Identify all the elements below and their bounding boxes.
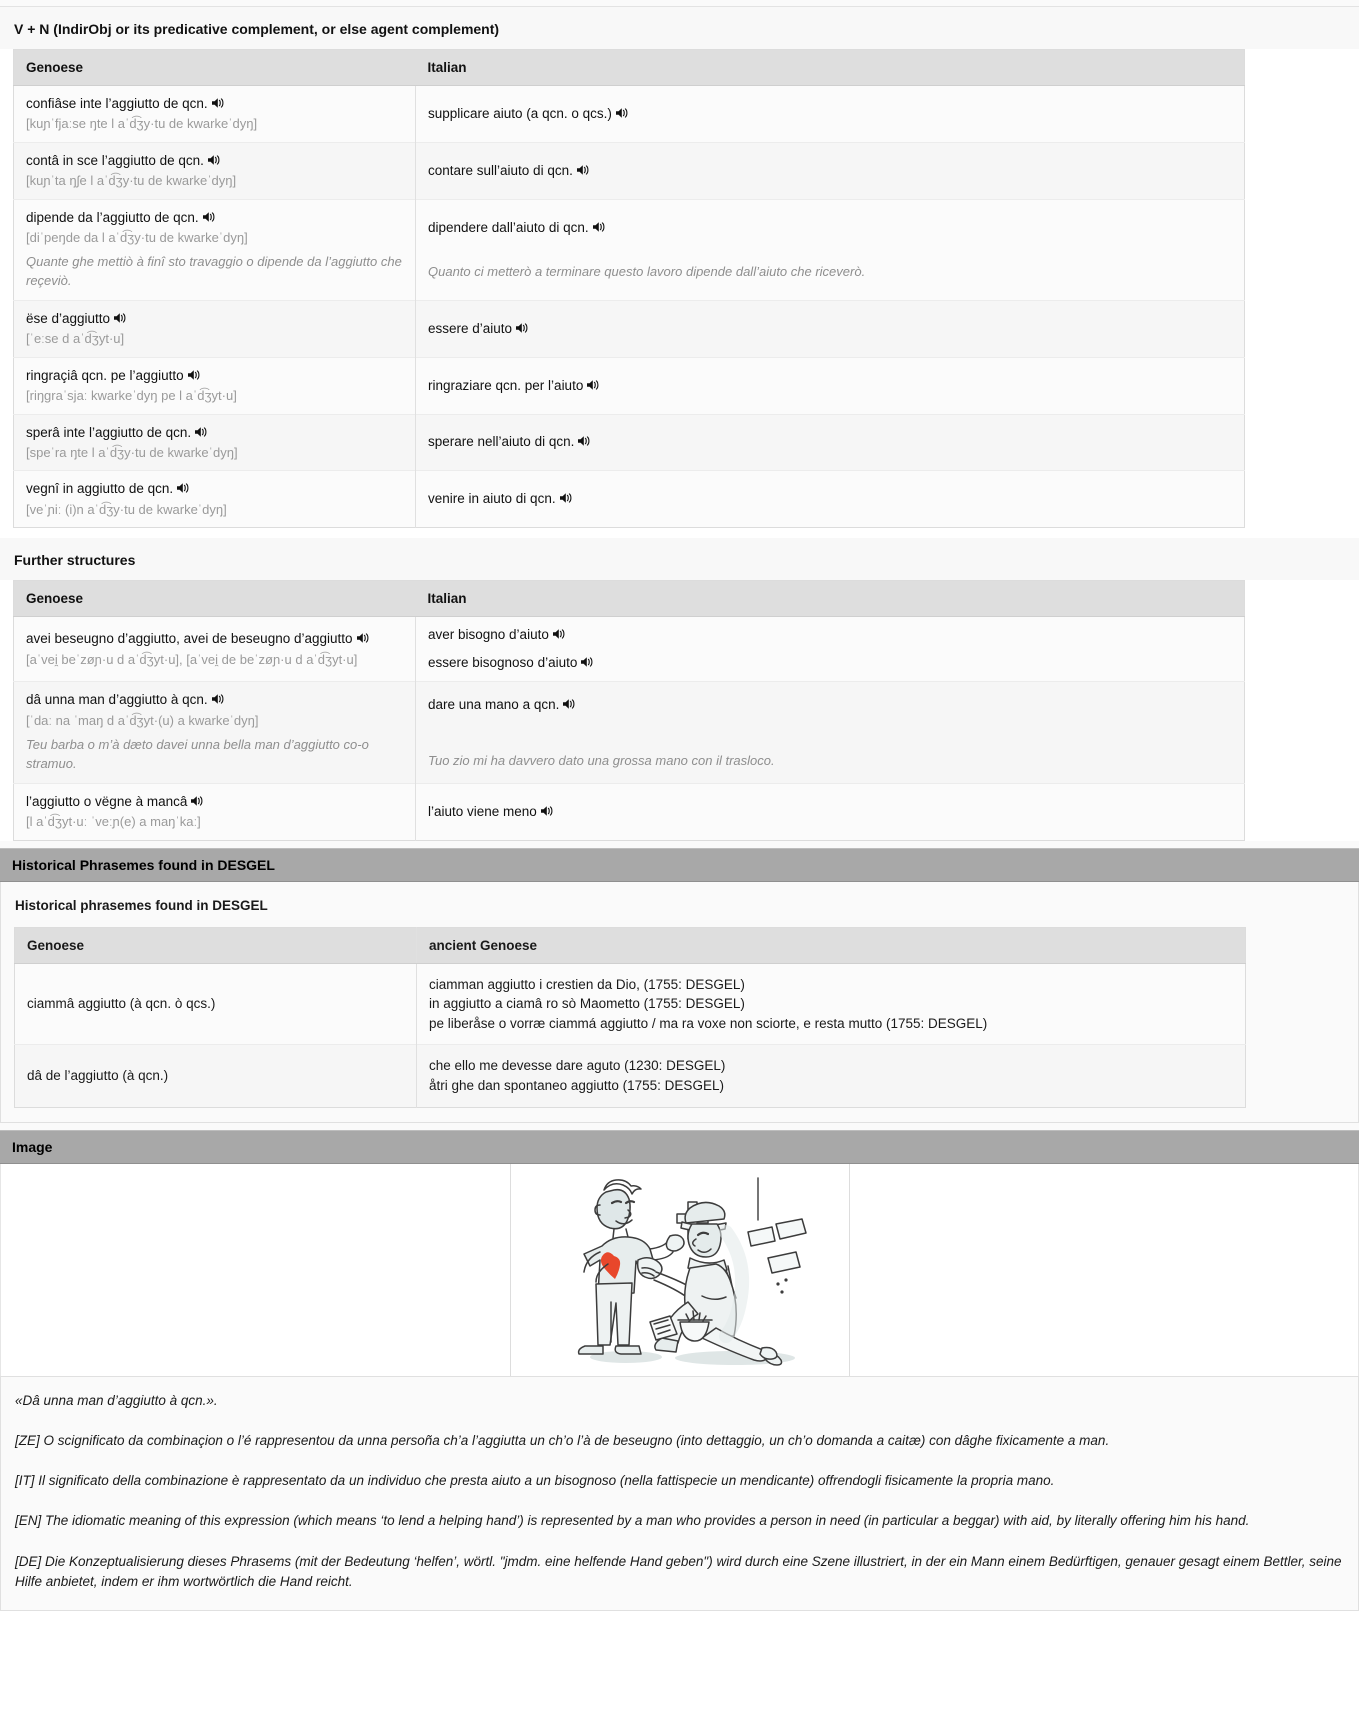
spacer-before-image [0,1123,1359,1130]
genoese-headword [26,424,403,442]
genoese-ipa: [ˈdaː na ˈmaŋ d aˈd͡ʒyt·(u) a kwarkeˈdyŋ] [26,712,259,728]
italian-translation-text: l’aiuto viene meno [428,803,537,819]
italian-translation-text: supplicare aiuto (a qcn. o qcs.) [428,105,612,121]
italian-translation [428,320,1232,338]
ancient-genoese-line: in aggiutto a ciamâ ro sò Maometto (1755: DESGEL) [429,996,745,1012]
genoese-ipa: [kuɲˈta ŋʃe l aˈd͡ʒy·tu de kwarkeˈdyŋ] [26,172,237,188]
genoese-headword-text: ringraçiâ qcn. pe l’aggiutto [26,367,184,383]
description-headline: «Dâ unna man d’aggiutto à qcn.». [15,1392,218,1408]
column-header-genoese-historical: Genoese [15,927,417,963]
italian-translation [428,162,1232,180]
cell-italian [416,86,1245,143]
speaker-icon[interactable] [552,628,567,640]
column-header-italian-further: Italian [416,581,1245,617]
cell-italian [416,682,1245,783]
italian-translation [428,626,1232,644]
genoese-example: Quante ghe mettiò à finî sto travaggio o dipende da l’aggiutto che reçeviò. [26,254,402,289]
cell-genoese [14,86,416,143]
italian-translation-text: sperare nell’aiuto di qcn. [428,434,575,450]
column-header-genoese-further: Genoese [14,581,416,617]
cell-genoese [14,783,416,840]
italian-translation-text: dare una mano a qcn. [428,696,560,712]
column-header-italian: Italian [416,50,1245,86]
genoese-headword-text: contâ in sce l’aggiutto de qcn. [26,152,204,168]
genoese-headword [26,367,403,385]
section-title-further: Further structures [0,538,1359,580]
cell-italian [416,357,1245,414]
speaker-icon[interactable] [580,656,595,668]
speaker-icon[interactable] [113,312,128,324]
section-title-vn: V + N (IndirObj or its predicative complement, or else agent complement) [0,7,1359,49]
genoese-headword-text: dipende da l’aggiutto de qcn. [26,209,199,225]
genoese-headword [26,691,403,709]
historical-subtitle: Historical phrasemes found in DESGEL [15,897,268,913]
table-row [14,414,1245,471]
description-paragraph: [DE] Die Konzeptualisierung dieses Phrasems (mit der Bedeutung ‘helfen’, wörtl. "jmdm. eine helfende Hand geben") wird durch eine Szene illustriert, in der ein Mann einem Bedürftigen, genauer gesagt einem Bettler, seine Hilfe anbietet, indem er ihm wortwörtlich die Hand reicht. [15,1553,1342,1589]
cell-genoese [14,617,416,682]
speaker-icon[interactable] [190,795,205,807]
italian-translation-text: dipendere dall’aiuto di qcn. [428,219,589,235]
spacer [428,724,1232,752]
speaker-icon[interactable] [577,435,592,447]
genoese-ipa: [aˈvei̯ beˈzøɲ·u d aˈd͡ʒyt·u], [aˈvei̯ de beˈzøɲ·u d aˈd͡ʒyt·u] [26,651,358,667]
speaker-icon[interactable] [176,482,191,494]
cell-italian [416,199,1245,300]
genoese-headword [26,95,403,113]
genoese-headword-text: l’aggiutto o vëgne à mancâ [26,793,188,809]
italian-translation [428,490,1232,508]
table-row [15,1045,1246,1107]
table-historical-header-row [15,927,1246,963]
table-row [14,199,1245,300]
speaker-icon[interactable] [187,369,202,381]
table-further-header-row [14,581,1245,617]
italian-translation [428,654,1232,672]
table-further [13,580,1245,841]
genoese-ipa: [ˈeːse d aˈd͡ʒyt·u] [26,331,125,347]
italian-translation [428,803,1232,821]
table-row [14,86,1245,143]
ancient-genoese-line: che ello me devesse dare aguto (1230: DESGEL) [429,1058,726,1074]
genoese-headword [26,310,403,328]
description-paragraph: [EN] The idiomatic meaning of this expression (which means ‘to lend a helping hand’) is represented by a man who provides a person in need (in particular a beggar) with aid, by literally offering him his hand. [15,1513,1250,1529]
table-row [14,300,1245,357]
speaker-icon[interactable] [211,693,226,705]
spacer-before-historical [0,841,1359,848]
cell-genoese [14,471,416,528]
cell-genoese [14,300,416,357]
cell-italian [416,414,1245,471]
speaker-icon[interactable] [559,492,574,504]
genoese-ipa: [riŋgraˈsjaː kwarkeˈdyŋ pe l aˈd͡ʒyt·u] [26,387,237,403]
cell-genoese [14,142,416,199]
table-row [14,471,1245,528]
speaker-icon[interactable] [586,379,601,391]
speaker-icon[interactable] [592,221,607,233]
speaker-icon[interactable] [562,698,577,710]
helping-hand-illustration [530,1172,830,1370]
italian-translation-text: contare sull’aiuto di qcn. [428,162,573,178]
genoese-example: Teu barba o m’à dæto davei unna bella man d’aggiutto co-o stramuo. [26,737,369,772]
speaker-icon[interactable] [194,426,209,438]
genoese-headword-text: confiâse inte l’aggiutto de qcn. [26,96,208,111]
genoese-ipa: [l aˈd͡ʒyt·uː ˈveːɲ(e) a maŋˈkaː] [26,814,201,830]
cell-italian [416,617,1245,682]
italian-translation [428,433,1232,451]
cell-genoese [14,357,416,414]
genoese-headword-text: avei beseugno d’aggiutto, avei de beseugno d’aggiutto [26,631,353,647]
historical-block [0,882,1359,1123]
table-row [14,617,1245,682]
table-row [14,783,1245,840]
ancient-genoese-line: åtri ghe dan spontaneo aggiutto (1755: DESGEL) [429,1077,724,1093]
speaker-icon[interactable] [202,211,217,223]
image-area [0,1164,1359,1376]
genoese-headword-text: vegnî in aggiutto de qcn. [26,481,174,497]
italian-translation-text: venire in aiuto di qcn. [428,491,556,507]
italian-translation [428,219,1232,237]
cell-genoese-historical: dâ de l’aggiutto (à qcn.) [15,1045,417,1107]
ancient-genoese-line: pe liberåse o vorræ ciammá aggiutto / ma ra voxe non sciorte, e resta mutto (1755: DESGEL) [429,1015,988,1031]
speaker-icon[interactable] [576,164,591,176]
genoese-headword [26,793,403,811]
cell-ancient-genoese [417,963,1246,1045]
table-row [14,682,1245,783]
italian-translation [428,696,1232,714]
italian-translation-text: ringraziare qcn. per l’aiuto [428,377,584,393]
italian-translation-text: essere bisognoso d’aiuto [428,655,578,671]
italian-example: Tuo zio mi ha davvero dato una grossa mano con il trasloco. [428,753,775,769]
table-row [14,142,1245,199]
table-row [14,357,1245,414]
italian-example: Quanto ci metterò a terminare questo lavoro dipende dall’aiuto che riceverò. [428,264,866,280]
speaker-icon[interactable] [356,632,371,644]
speaker-icon[interactable] [207,154,222,166]
cell-italian [416,142,1245,199]
italian-translation-text: essere d’aiuto [428,320,513,336]
genoese-headword-text: sperâ inte l’aggiutto de qcn. [26,424,192,440]
band-historical-phrasemes: Historical Phrasemes found in DESGEL [0,848,1359,882]
column-header-ancient-genoese: ancient Genoese [417,927,1246,963]
speaker-icon[interactable] [540,805,555,817]
genoese-headword [26,209,403,227]
italian-translation-text: aver bisogno d’aiuto [428,627,549,643]
band-image: Image [0,1130,1359,1164]
spacer [428,237,1232,263]
ancient-genoese-line: ciamman aggiutto i crestien da Dio, (1755: DESGEL) [429,976,745,992]
italian-translation [428,377,1232,395]
table-row [15,963,1246,1045]
italian-translation [428,105,1232,123]
speaker-icon[interactable] [515,322,530,334]
top-sliver [0,0,1359,7]
speaker-icon[interactable] [211,97,226,109]
genoese-headword-text: ëse d’aggiutto [26,310,111,326]
cell-ancient-genoese [417,1045,1246,1107]
spacer-after-vn [0,528,1359,538]
genoese-headword-text: dâ unna man d’aggiutto à qcn. [26,692,208,708]
column-header-genoese: Genoese [14,50,416,86]
cell-italian [416,300,1245,357]
genoese-ipa: [diˈpeŋde da l aˈd͡ʒy·tu de kwarkeˈdyŋ] [26,229,248,245]
cell-genoese [14,682,416,783]
genoese-headword [26,630,403,648]
description-paragraph: [IT] Il significato della combinazione è rappresentato da un individuo che presta aiuto a un bisognoso (nella fattispecie un mendicante) offrendogli fisicamente la propria mano. [15,1473,1055,1489]
genoese-ipa: [speˈra ŋte l aˈd͡ʒy·tu de kwarkeˈdyŋ] [26,444,238,460]
cell-genoese [14,414,416,471]
image-frame [510,1164,850,1376]
description-paragraph: [ZE] O scignificato da combinaçion o l’é rappresentou da unna persoña ch’a l’aggiutta un ch’o l’à de beseugno (into dettaggio, un ch’o domanda a caitæ) con dâghe fixicamente a man. [15,1432,1110,1448]
genoese-ipa: [veˈɲiː (i)n aˈd͡ʒy·tu de kwarkeˈdyŋ] [26,501,227,517]
description-block [0,1376,1359,1612]
cell-genoese-historical: ciammâ aggiutto (à qcn. ò qcs.) [15,963,417,1045]
genoese-headword [26,480,403,498]
genoese-headword [26,152,403,170]
genoese-ipa: [kuɲˈfjaːse ŋte l aˈd͡ʒy·tu de kwarkeˈdyŋ] [26,116,258,132]
table-vn [13,49,1245,528]
speaker-icon[interactable] [615,107,630,119]
cell-italian [416,471,1245,528]
table-historical [14,927,1246,1108]
table-vn-header-row [14,50,1245,86]
cell-genoese [14,199,416,300]
cell-italian [416,783,1245,840]
